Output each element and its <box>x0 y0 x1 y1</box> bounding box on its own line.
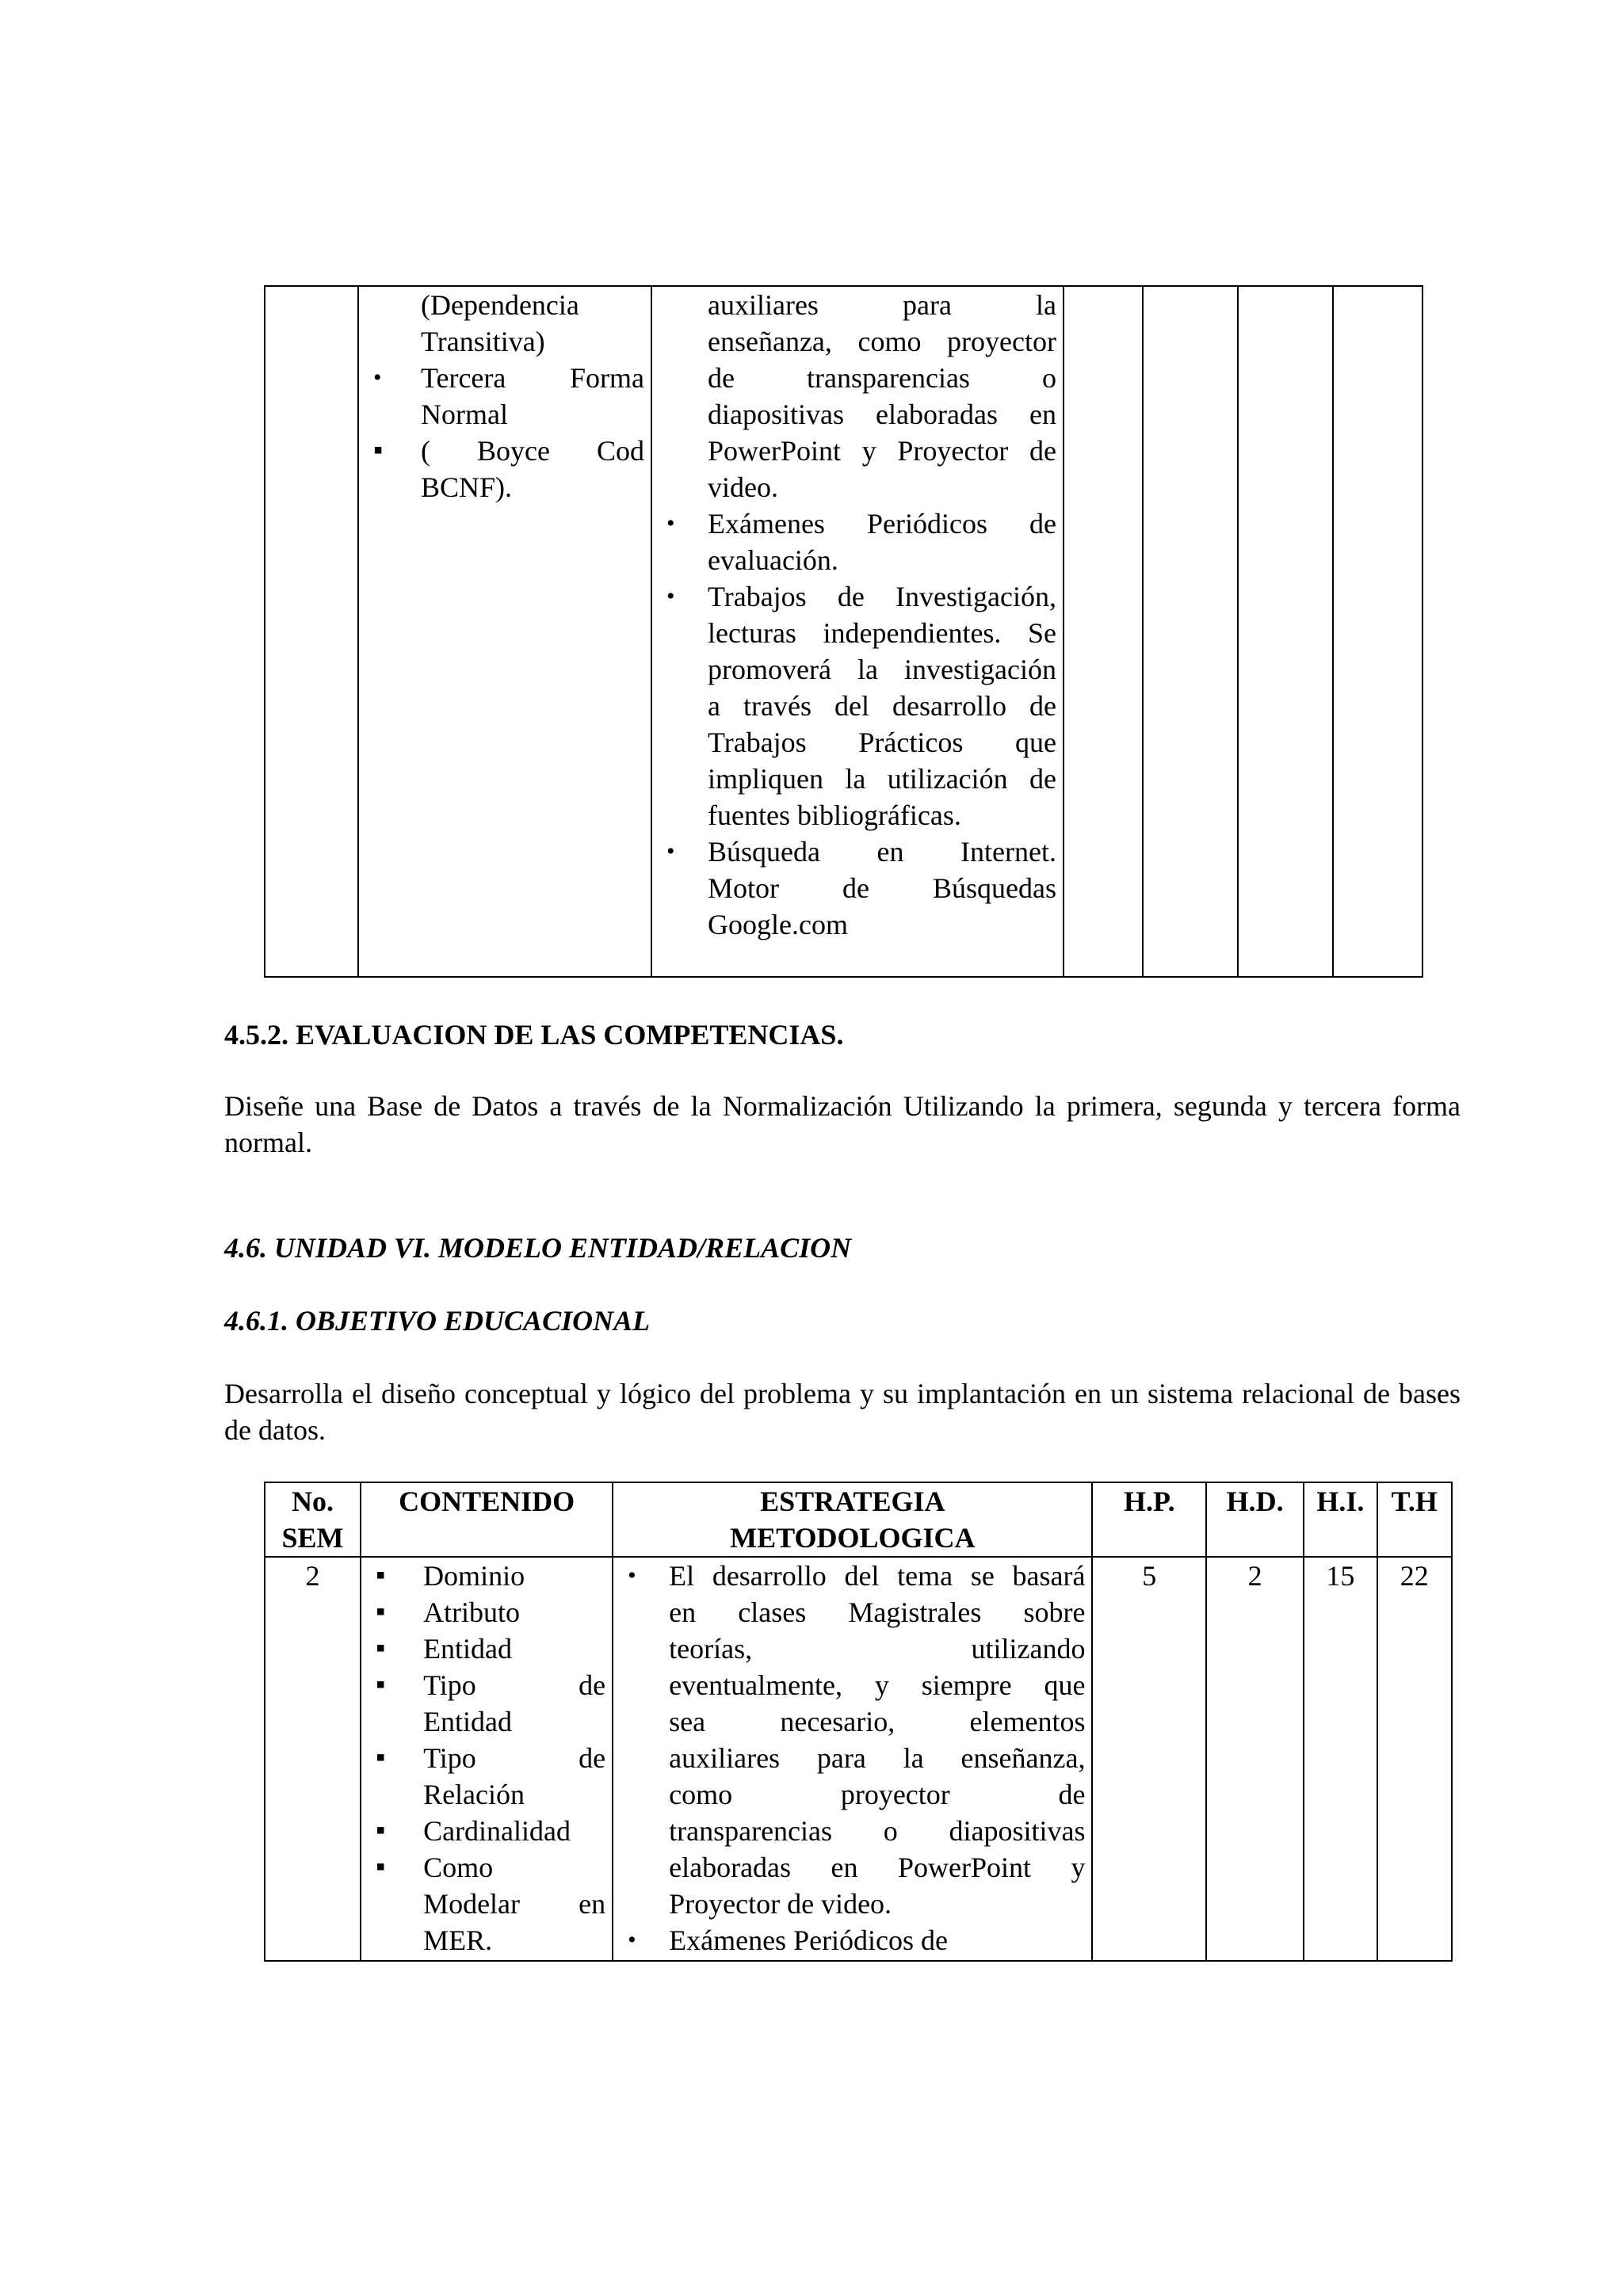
line-text: Google.com <box>708 909 848 940</box>
line-text: auxiliares para la <box>708 289 1056 321</box>
estrategia-cell <box>651 286 1064 977</box>
row-hi: 15 <box>1304 1557 1377 1961</box>
list-item <box>368 1849 605 1958</box>
list-item <box>620 1922 1085 1958</box>
line-text: • El desarrollo del tema se basará <box>669 1560 1086 1592</box>
line-text: ▪ Dominio <box>423 1560 525 1592</box>
continuation-block <box>659 287 1056 505</box>
line-text: eventualmente, y siempre que <box>669 1669 1086 1701</box>
line-text: en clases Magistrales sobre <box>669 1596 1086 1628</box>
section-heading-46: 4.6. UNIDAD VI. MODELO ENTIDAD/RELACION <box>224 1232 852 1264</box>
line-text: Motor de Búsquedas <box>708 872 1056 904</box>
list-item <box>620 1558 1085 1922</box>
section-heading-452: 4.5.2. EVALUACION DE LAS COMPETENCIAS. <box>224 1019 844 1051</box>
continuation-line: BCNF). <box>421 471 513 503</box>
line-text: lecturas independientes. Se <box>708 617 1056 649</box>
line-text: Proyector de video. <box>669 1888 892 1920</box>
list-item <box>368 1630 605 1667</box>
table-continued <box>264 285 1423 978</box>
estrategia-list <box>620 1558 1085 1958</box>
line-text: elaboradas en PowerPoint y <box>669 1852 1086 1883</box>
row-contenido <box>361 1557 613 1961</box>
line-text: • Exámenes Periódicos de <box>708 508 1056 540</box>
line-text: ▪ Atributo <box>423 1596 521 1628</box>
list-item <box>368 1558 605 1594</box>
list-item: ▪ ( Boyce Cod <box>365 433 644 469</box>
header-th: T.H <box>1377 1482 1452 1557</box>
line-text: ▪ Tipo de <box>423 1742 606 1774</box>
header-no-label: No. <box>292 1486 334 1517</box>
line-text: video. <box>708 471 778 503</box>
hi-cell <box>1238 286 1333 977</box>
hp-cell <box>1064 286 1143 977</box>
continuation-line: (Dependencia <box>421 289 579 321</box>
estrategia-list <box>659 287 1056 943</box>
continuation-line: Transitiva) <box>421 326 545 357</box>
line-text: enseñanza, como proyector <box>708 326 1056 357</box>
line-text: ▪ Cardinalidad <box>423 1815 571 1847</box>
row-hd: 2 <box>1206 1557 1304 1961</box>
line-text: Modelar en <box>423 1888 606 1920</box>
row-th: 22 <box>1377 1557 1452 1961</box>
list-item: • Tercera Forma <box>365 360 644 396</box>
header-hd: H.D. <box>1206 1482 1304 1557</box>
header-estrategia-line1: ESTRATEGIA <box>760 1486 945 1517</box>
list-item <box>659 505 1056 578</box>
list-item <box>368 1667 605 1740</box>
section-body-461: Desarrolla el diseño conceptual y lógico del problema y su implantación en un sistema relacional de bases de datos. <box>224 1378 1461 1446</box>
row-hp: 5 <box>1092 1557 1206 1961</box>
continuation-line: Normal <box>421 399 508 430</box>
header-sem-label: SEM <box>281 1522 344 1554</box>
line-text: ▪ Tipo de <box>423 1669 606 1701</box>
contenido-list <box>365 287 644 505</box>
header-hp: H.P. <box>1092 1482 1206 1557</box>
section-body-452: Diseñe una Base de Datos a través de la Normalización Utilizando la primera, segunda y tercera forma normal. <box>224 1090 1461 1158</box>
line-text: • Búsqueda en Internet. <box>708 836 1056 868</box>
row-estrategia <box>613 1557 1092 1961</box>
line-text: Entidad <box>423 1706 513 1737</box>
th-cell <box>1333 286 1423 977</box>
header-no-sem <box>265 1482 361 1557</box>
line-text: Trabajos Prácticos que <box>708 727 1056 758</box>
list-item <box>659 578 1056 833</box>
header-hi: H.I. <box>1304 1482 1377 1557</box>
line-text: • Exámenes Periódicos de <box>669 1924 949 1956</box>
line-text: Relación <box>423 1779 525 1810</box>
header-contenido: CONTENIDO <box>361 1482 613 1557</box>
line-text: diapositivas elaboradas en <box>708 399 1056 430</box>
header-estrategia <box>613 1482 1092 1557</box>
line-text: fuentes bibliográficas. <box>708 799 961 831</box>
line-text: transparencias o diapositivas <box>669 1815 1086 1847</box>
list-item <box>368 1740 605 1813</box>
row-sem: 2 <box>265 1557 361 1961</box>
line-text: promoverá la investigación <box>708 654 1056 685</box>
table-row <box>265 1557 1452 1961</box>
contenido-list <box>368 1558 605 1958</box>
line-text: de transparencias o <box>708 362 1056 394</box>
unit-table <box>264 1482 1453 1962</box>
sem-cell <box>265 286 358 977</box>
line-text: evaluación. <box>708 544 838 576</box>
line-text: auxiliares para la enseñanza, <box>669 1742 1086 1774</box>
list-item <box>659 833 1056 943</box>
line-text: ▪ Como <box>423 1852 494 1883</box>
line-text: sea necesario, elementos <box>669 1706 1086 1737</box>
list-item <box>368 1594 605 1630</box>
line-text: • Trabajos de Investigación, <box>708 581 1056 612</box>
list-item <box>368 1813 605 1849</box>
line-text: MER. <box>423 1924 493 1956</box>
section-heading-461: 4.6.1. OBJETIVO EDUCACIONAL <box>224 1305 651 1337</box>
hd-cell <box>1143 286 1238 977</box>
line-text: impliquen la utilización de <box>708 763 1056 795</box>
line-text: PowerPoint y Proyector de <box>708 435 1056 467</box>
contenido-cell <box>358 286 651 977</box>
header-estrategia-line2: METODOLOGICA <box>730 1522 976 1554</box>
line-text: teorías, utilizando <box>669 1633 1086 1665</box>
line-text: como proyector de <box>669 1779 1086 1810</box>
line-text: ▪ Entidad <box>423 1633 513 1665</box>
line-text: a través del desarrollo de <box>708 690 1056 722</box>
